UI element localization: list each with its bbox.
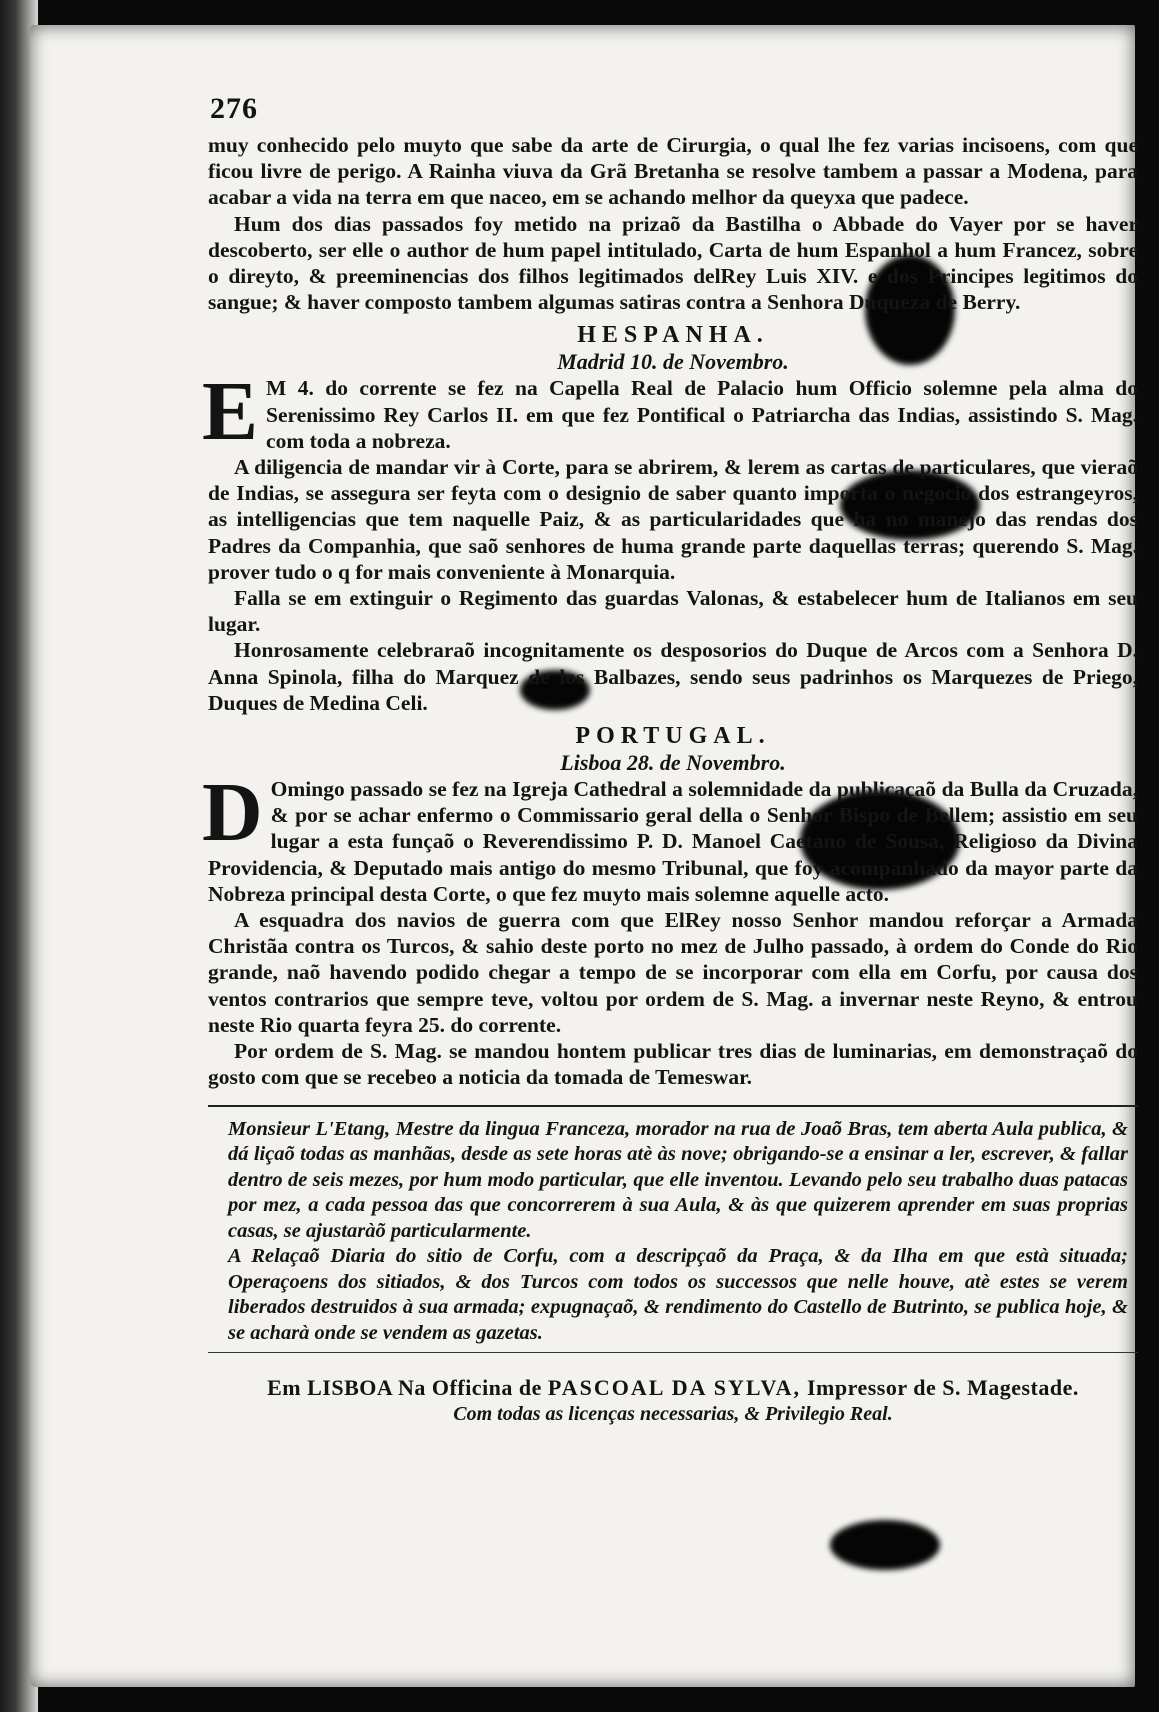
paragraph: A diligencia de mandar vir à Corte, para se abrirem, & lerem as cartas de particulares, que vieraõ de Indias, se assegura ser feyta com o designio de saber quanto importa o negocio dos estrangeyros, as intelligencias que tem naquelle Paiz, & as particularidades que ha no manejo das rendas dos Padres da Companhia, que saõ senhores de huma grande parte daquellas terras; querendo S. Mag. prover tudo o q for mais conveniente à Monarquia. (208, 455, 1138, 584)
imprint-suffix: Impressor de S. Magestade. (800, 1375, 1079, 1400)
paragraph: Hum dos dias passados foy metido na prizaõ da Bastilha o Abbade do Vayer por se haver descoberto, ser elle o author de hum papel intitulado, Carta de hum Espanhol a hum Francez, sobre o direyto, & preeminencias dos filhos legitimados delRey Luis XIV. e dos Principes legitimos do sangue; & haver composto tambem algumas satiras contra a Senhora Duqueza de Berry. (208, 211, 1138, 315)
section-heading-spain: HESPANHA. (577, 322, 769, 349)
dateline-madrid: Madrid 10. de Novembro. (557, 349, 789, 375)
paragraph: Omingo passado se fez na Igreja Cathedral a solemnidade da publicaçaõ da Bulla da Cruzada, & por se achar enfermo o Commissario geral della o Senhor Bispo de Bellem; assistio em seu lugar a esta funçaõ o Reverendissimo P. D. Manoel Caetano de Sousa, Religioso da Divina Providencia, & Deputado mais antigo do mesmo Tribunal, que foy acompanhado da mayor parte da Nobreza principal desta Corte, o que fez muyto mais solemne aquelle acto. (208, 777, 1138, 906)
paragraph: Por ordem de S. Mag. se mandou hontem publicar tres dias de luminarias, em demonstraçaõ do gosto com que se recebeo a noticia da tomada de Temeswar. (208, 1039, 1138, 1090)
drop-cap: E (202, 365, 259, 459)
paragraph: Honrosamente celebraraõ incognitamente os desposorios do Duque de Arcos com a Senhora D. Anna Spinola, filha do Marquez de los Balbazes, sendo seus padrinhos os Marquezes de Priego, Duques de Medina Celi. (208, 638, 1138, 715)
advertisement: A Relaçaõ Diaria do sitio de Corfu, com a descripçaõ da Praça, & da Ilha em que està situada; Operaçoens dos sitiados, & dos Turcos com todos os successos que nelle houve, atè estes se verem liberados destruidos à sua armada; expugnaçaõ, & rendimento do Castello de Butrinto, se publica hoje, & se acharà onde se vendem as gazetas. (228, 1245, 1128, 1344)
imprint-prefix: Em LISBOA Na Officina de (267, 1375, 548, 1400)
drop-cap: D (202, 766, 263, 860)
paragraph: M 4. do corrente se fez na Capella Real de Palacio hum Officio solemne pela alma do Serenissimo Rey Carlos II. em que fez Pontifical o Patriarcha das Indias, assistindo S. Mag. com toda a nobreza. (266, 376, 1138, 453)
section-heading-portugal: PORTUGAL. (575, 723, 771, 750)
dateline-lisboa: Lisboa 28. de Novembro. (560, 750, 786, 776)
page-number: 276 (210, 92, 258, 125)
ink-blot (830, 1520, 940, 1570)
imprint-printer: PASCOAL DA SYLVA, (547, 1375, 801, 1400)
page-content (202, 132, 1138, 1426)
portugal-first-paragraph (202, 766, 1138, 907)
divider-rule (208, 1105, 1138, 1107)
advertisement: Monsieur L'Etang, Mestre da lingua Franceza, morador na rua de Joaõ Bras, tem aberta Aula publica, & dá liçaõ todas as manhãas, desde as sete horas atè às nove; obrigando-se a ensinar a ler, escrever, & fallar dentro de seis mezes, por hum modo particular, que elle inventou. Levando pelo seu trabalho duas patacas por mez, a cada pessoa das que concorrerem à sua Aula, & às que quizerem aprender em suas proprias casas, se ajustaràõ particularmente. (228, 1117, 1128, 1242)
paragraph: muy conhecido pelo muyto que sabe da arte de Cirurgia, o qual lhe fez varias incisoens, com que ficou livre de perigo. A Rainha viuva da Grã Bretanha se resolve tambem a passar a Modena, para acabar a vida na terra em que naceo, em se achando melhor da queyxa que padece. (208, 133, 1138, 210)
spain-first-paragraph (202, 365, 1138, 459)
divider-rule (208, 1352, 1138, 1353)
paragraph: A esquadra dos navios de guerra com que ElRey nosso Senhor mandou reforçar a Armada Christãa contra os Turcos, & sahio deste porto no mez de Julho passado, à ordem do Conde do Rio grande, naõ havendo podido chegar a tempo de se incorporar com ella em Corfu, por causa dos ventos contrarios que sempre teve, voltou por ordem de S. Mag. a invernar neste Reyno, & entrou neste Rio quarta feyra 25. do corrente. (208, 908, 1138, 1037)
imprint-line (208, 1375, 1138, 1401)
paragraph: Falla se em extinguir o Regimento das guardas Valonas, & estabelecer hum de Italianos em seu lugar. (208, 586, 1138, 637)
imprint-licence: Com todas as licenças necessarias, & Privilegio Real. (453, 1403, 893, 1425)
